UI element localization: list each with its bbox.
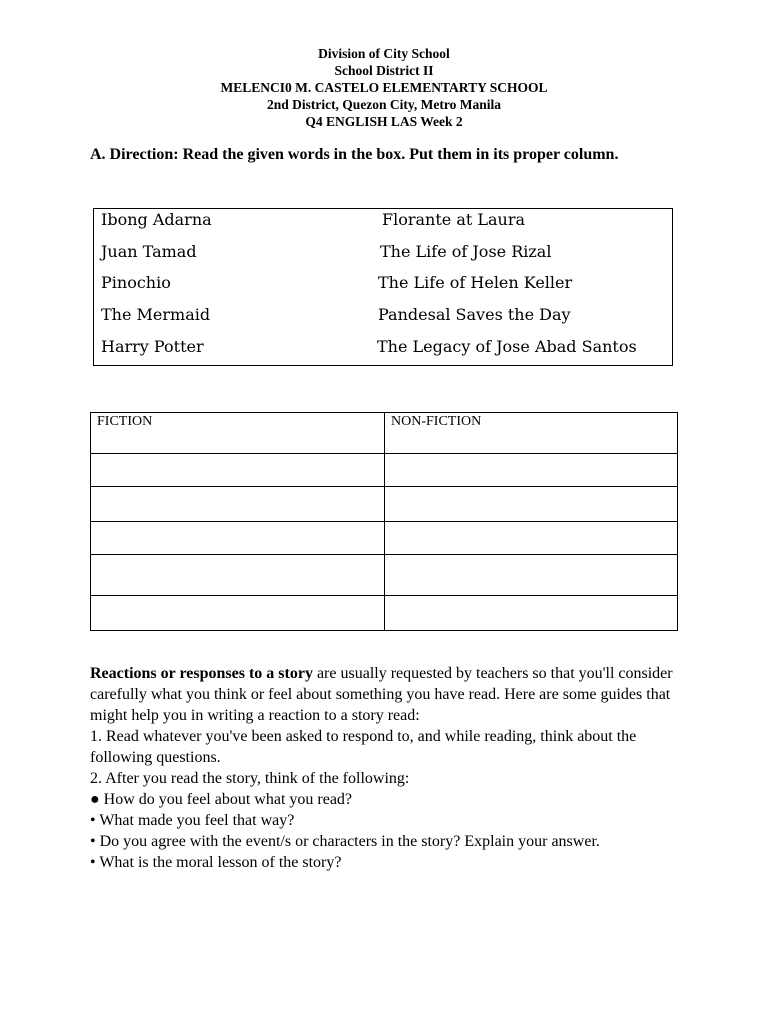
word-item: Juan Tamad	[101, 242, 197, 261]
nonfiction-answer-cell[interactable]	[385, 555, 678, 596]
header-school-name: MELENCI0 M. CASTELO ELEMENTARTY SCHOOL	[220, 80, 548, 95]
word-box	[93, 208, 673, 366]
word-item: Pandesal Saves the Day	[378, 305, 571, 324]
header-subject-week: Q4 ENGLISH LAS Week 2	[305, 114, 463, 129]
reactions-intro	[90, 663, 690, 726]
word-item: The Mermaid	[101, 305, 211, 324]
nonfiction-column-header: NON-FICTION	[385, 413, 678, 454]
table-row	[91, 596, 678, 631]
word-item: The Life of Helen Keller	[378, 273, 573, 292]
fiction-answer-cell[interactable]	[91, 454, 385, 487]
word-item: Pinochio	[101, 273, 171, 292]
fiction-answer-cell[interactable]	[91, 487, 385, 522]
nonfiction-answer-cell[interactable]	[385, 454, 678, 487]
table-row	[91, 522, 678, 555]
nonfiction-answer-cell[interactable]	[385, 596, 678, 631]
reactions-intro-rest: are usually requested by teachers so that you'll consider carefully what you think or feel about something you have read. Here are some guides that might help you in writing a reaction to a story read:	[90, 665, 673, 724]
table-header-row	[91, 413, 678, 454]
reactions-intro-bold: Reactions or responses to a story	[90, 665, 313, 682]
list-item: • Do you agree with the event/s or characters in the story? Explain your answer.	[90, 833, 600, 850]
fiction-answer-cell[interactable]	[91, 522, 385, 555]
word-item: Harry Potter	[101, 337, 204, 356]
word-item: The Legacy of Jose Abad Santos	[377, 337, 637, 356]
list-item: • What made you feel that way?	[90, 812, 295, 829]
list-item: • What is the moral lesson of the story?	[90, 854, 342, 871]
nonfiction-answer-cell[interactable]	[385, 487, 678, 522]
fiction-answer-cell[interactable]	[91, 555, 385, 596]
fiction-column-header: FICTION	[91, 413, 385, 454]
fiction-answer-cell[interactable]	[91, 596, 385, 631]
table-row	[91, 487, 678, 522]
document-header	[0, 45, 768, 130]
word-item: Ibong Adarna	[101, 210, 212, 229]
direction-text: A. Direction: Read the given words in the box. Put them in its proper column.	[90, 146, 619, 163]
table-row	[91, 555, 678, 596]
list-item: ● How do you feel about what you read?	[90, 791, 353, 808]
header-address: 2nd District, Quezon City, Metro Manila	[266, 97, 502, 112]
reactions-step-2: 2. After you read the story, think of the following:	[90, 770, 410, 787]
reactions-step-1: 1. Read whatever you've been asked to respond to, and while reading, think about the following questions.	[90, 728, 637, 766]
header-division: Division of City School	[318, 46, 450, 61]
word-item: Florante at Laura	[382, 210, 526, 229]
word-item: The Life of Jose Rizal	[380, 242, 552, 261]
table-row	[91, 454, 678, 487]
nonfiction-answer-cell[interactable]	[385, 522, 678, 555]
header-district: School District II	[334, 63, 434, 78]
fiction-nonfiction-table	[90, 412, 678, 631]
reactions-section	[90, 663, 690, 873]
